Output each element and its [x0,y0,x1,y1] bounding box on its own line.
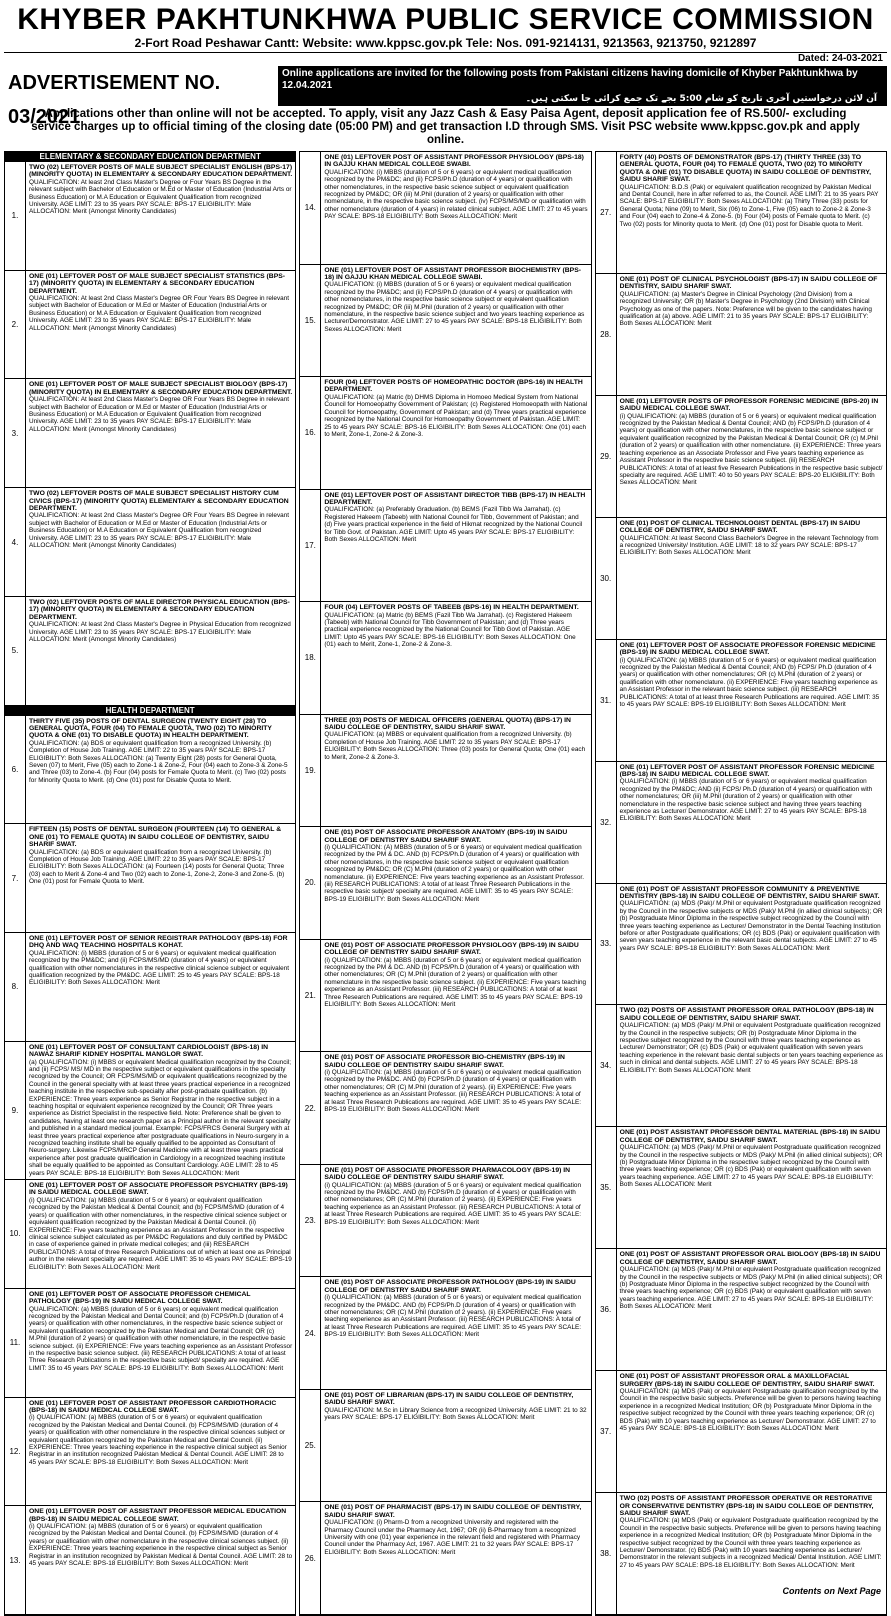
post-number: 4. [5,488,26,596]
post-entry [5,1180,295,1289]
post-details: QUALIFICATION: (i) MBBS (duration of 5 or 6 years) or equivalent medical qualification recognized by the PM&DC; and (ii) FCPS/Ph.D (duration of 4 years) or qualification with other nomenclatures, in the respective basic science subject or equivalent qualification recognized by PM&DC; OR (iii) M.Phil (duration of 2 years) or qualification with other nomenclature, in the respective basic science subject and two years teaching experience as Lecturer/Demonstrator. AGE LIMIT: 27 to 45 years PAY SCALE: BPS-18 ELIGIBILITY: Both Sexes ALLOCATION: Merit [324,281,585,333]
post-number: 30. [596,518,617,639]
advertisement-number: ADVERTISEMENT NO. 03/2021 [8,72,221,128]
post-title: TWO (02) POSTS OF ASSISTANT PROFESSOR ORAL PATHOLOGY (BPS-18) IN SAIDU COLLEGE OF DENTISTRY, SAIDU SHARIF SWAT. [619,1007,874,1022]
post-body [321,265,590,377]
post-title: ONE (01) LEFTOVER POST OF CONSULTANT CARDIOLOGIST (BPS-18) IN NAWAZ SHARIF KIDNEY HOSPITAL MANGLOR SWAT. [29,1043,269,1059]
post-number: 21. [300,940,321,1052]
post-details: QUALIFICATION: B.D.S (Pak) or equivalent qualification recognized by Pakistan Medical and Dental Council, here in after referred to as, the Council. AGE LIMIT: 21 to 35 years PAY SCALE: BPS-17 ELIGIBILITY: Both Sexes ALLOCATION: (a) Thirty Three (33) posts for General Quota; Nine (09) to Merit, Six (06) to Zone-1, Five (05) each to Zone-2 & Zone-3 and Four (04) each to Zone-4 & Zone-5. (b) Four (04) posts of Female quota to Merit. (c) Two (02) posts for Minority quota to Merit. (d) One (01) post for Disable quota to Merit. [619,183,879,228]
post-body [321,827,590,939]
post-body [26,1289,295,1397]
post-number: 8. [5,933,26,1041]
post-body [321,1502,590,1614]
post-number: 14. [300,152,321,264]
department-header: ELEMENTARY & SECONDARY EDUCATION DEPARTMENT [5,152,295,162]
post-entry [596,1371,886,1493]
post-entry [300,1390,590,1503]
post-entry [5,824,295,933]
post-entry [596,152,886,274]
post-entry [300,1052,590,1165]
post-entry [300,602,590,715]
post-details: QUALIFICATION: (a) Preferably Graduation. (b) BEMS (Fazil Tibb Wa Jarrahat). (c) Registered Hakeem (Tabeeb) with National Council for Tibb, Government of Pakistan; and (d) Five years practical experience in the field of Hikmat recognized by the National Council for Tibb Govt. of Pakistan. AGE LIMIT: Upto 45 years PAY SCALE: BPS-17 ELIGIBILITY: Both Sexes ALLOCATION: Merit [324,506,583,544]
post-number: 38. [596,1493,617,1614]
post-entry [300,1165,590,1278]
post-body [321,602,590,714]
post-number: 27. [596,152,617,273]
post-number: 32. [596,762,617,883]
post-body [321,1390,590,1502]
post-number: 19. [300,715,321,827]
post-entry [596,1127,886,1249]
department-header: HEALTH DEPARTMENT [5,706,295,716]
post-body [26,716,295,824]
post-details: QUALIFICATION: (a) MDS (Pak)/ M.Phil or equivalent Postgraduate qualification recognized by the Council in the respective subjects or MDS (Pak)/ M.Phil (in allied clinical subjects); OR (b) Postgraduate Minor Diploma in the respective subject recognized by the Council with three years teaching experience; OR (c) BDS (Pak) or equivalent qualification with seven years teaching experience. AGE LIMIT: 27 to 45 years PAY SCALE: BPS-18 ELIGIBILITY: Both Sexes ALLOCATION: Merit [619,1144,883,1189]
post-title: FORTY (40) POSTS OF DEMONSTRATOR (BPS-17) (THIRTY THREE (33) TO GENERAL QUOTA, FOUR (04) TO FEMALE QUOTA, TWO (02) TO MINORITY QUOTA & ONE (01) TO DISABLE QUOTA) IN SAIDU COLLEGE OF DENTISTRY, SAIDU SHARIF SWAT. [619,154,872,184]
post-title: ONE (01) POST OF ASSISTANT PROFESSOR COMMUNITY & PREVENTIVE DENTISTRY (BPS-18) IN SAIDU COLLEGE OF DENTISTRY, SAIDU SHARIF SWAT. [619,885,880,900]
post-entry [5,933,295,1042]
post-body [26,379,295,487]
post-entry [596,518,886,640]
post-entry [5,379,295,488]
post-title: ONE (01) LEFTOVER POST OF ASSISTANT PROFESSOR CARDIOTHORACIC (BPS-18) IN SAIDU MEDICAL COLLEGE SWAT. [29,1399,277,1414]
post-body [26,271,295,379]
post-title: THREE (03) POSTS OF MEDICAL OFFICERS (GENERAL QUOTA) (BPS-17) IN SAIDU COLLEGE OF DENTISTRY, SAIDU SHARIF SWAT. [324,716,571,732]
post-entry [596,274,886,396]
post-body [321,377,590,489]
post-title: ONE (01) LEFTOVER POST OF ASSISTANT PROFESSOR FORENSIC MEDICINE (BPS-18) IN SAIDU MEDICAL COLLEGE SWAT. [619,763,875,779]
post-entry [300,1502,590,1615]
post-number: 36. [596,1249,617,1370]
post-entry [596,762,886,884]
post-number: 20. [300,827,321,939]
post-number: 11. [5,1289,26,1397]
post-number: 1. [5,162,26,270]
post-body [617,518,886,639]
post-number: 18. [300,602,321,714]
post-number: 2. [5,271,26,379]
post-body [617,274,886,395]
post-entry [300,152,590,265]
post-entry [5,597,295,706]
post-title: ONE (01) POST ASSISTANT PROFESSOR DENTAL MATERIAL (BPS-18) IN SAIDU COLLEGE OF DENTISTRY, SAIDU SHARIF SWAT. [619,1129,881,1144]
post-number: 28. [596,274,617,395]
post-number: 13. [5,1506,26,1614]
post-details: QUALIFICATION: (i) MBBS (duration of 5 or 6 years) or equivalent medical qualification recognized by the PM&DC; AND (ii) FCPS/ Ph.D (duration of 4 years) or qualification with other nomenclatures; OR (iii) M.Phil (duration of 2 years) or qualification with other nomenclature in the respective basic science subject and having three years teaching experience as Lecturer/ Demonstrator. AGE LIMIT: 27 to 45 years PAY SCALE: BPS-18 ELIGIBILITY: Both Sexes ALLOCATION: Merit [619,778,873,823]
post-details: QUALIFICATION: (a) BDS or equivalent qualification from a recognized University. (b) Completion of House Job Training. AGE LIMIT: 22 to 35 years PAY SCALE: BPS-17 ELIGIBILITY: Both Sexes ALLOCATION: (a) Fourteen (14) posts for General Quota; Three (03) each to Merit & Zone-4 and Two (02) each to Zone-1, Zone-2, Zone-3 and Zone-5. (b) One (01) post for Female Quota to Merit. [29,848,285,886]
advertisement-page [4,4,887,1596]
post-number: 37. [596,1371,617,1492]
online-notice-box [278,66,887,106]
post-entry [596,884,886,1006]
post-body [26,1506,295,1614]
post-details: (i) QUALIFICATION: (a) MBBS (duration of 5 or 6 years) or equivalent medical qualification recognized by the PM&DC. AND (b) FCPS/Ph.D (duration of 4 years) or qualification with other nomenclatures; OR (C) M.Phil (duration of 2 years). (ii) EXPERIENCE: Five years teaching experience as an Assistant Professor. (iii) RESEARCH PUBLICATIONS: A total of at least Three Research Publications are required. AGE LIMIT: 35 to 45 years PAY SCALE: BPS-19 ELIGIBILITY: Both Sexes ALLOCATION: Merit [324,1181,582,1226]
post-number: 7. [5,824,26,932]
post-body [26,597,295,705]
post-title: ONE (01) POST OF ASSISTANT PROFESSOR ORAL BIOLOGY (BPS-18) IN SAIDU COLLEGE OF DENTISTRY, SAIDU SHARIF SWAT. [619,1251,881,1266]
post-details: (i) QUALIFICATION: (a) MBBS (duration of 5 or 6 years) or equivalent medical qualification recognized by the PM & DC. AND (b) FCPS/Ph.D (duration of 4 years) or qualification with other nomenclatures; OR (C) M.Phil (duration of 2 years) or qualification with other nomenclature in the respective basic science subject. (ii) EXPERIENCE: Five years teaching experience as an Assistant Professor. (iii) RESEARCH PUBLICATIONS: A total of at least Three Research Publications are required. AGE LIMIT: 35 to 45 years PAY SCALE: BPS-19 ELIGIBILITY: Both Sexes ALLOCATION: Merit [324,956,587,1008]
post-entry [300,827,590,940]
post-title: ONE (01) LEFTOVER POST OF MALE SUBJECT SPECIALIST BIOLOGY (BPS-17) (MINORITY QUOTA) IN ELEMENTARY & SECONDARY EDUCATION DEPARTMENT. [29,381,293,396]
urdu-notice: آن لائن درخواستیں آخری تاریخ کو شام 5:00 بجے تک جمع کرائی جا سکتی ہیں۔ [525,94,877,104]
posts-columns [4,151,887,1616]
post-details: QUALIFICATION: At least 2nd Class Master's Degree or Four Years BS Degree in the relevant subject with Bachelor of Education or M.Ed or Master of Education (Industrial Arts or Business Education) or M.A Education or Equivalent Qualification from recognized University. AGE LIMIT: 23 to 35 years PAY SCALE: BPS-17 ELIGIBILITY: Male ALLOCATION: Merit (Amongst Minority Candidates) [29,178,292,216]
post-entry [5,1289,295,1398]
post-title: TWO (02) POSTS OF ASSISTANT PROFESSOR OPERATIVE OR RESTORATIVE OR CONSERVATIVE DENTISTRY (BPS-18) IN SAIDU COLLEGE OF DENTISTRY, SAIDU SHARIF SWAT. [619,1495,874,1517]
post-details: QUALIFICATION: At least 2nd Class Master's Degree OR Four Years BS Degree in relevant subject with Bachelor of Education or M.Ed or Master of Education (Industrial Arts or Business Education) or M.A Education or Equivalent Qualification from recognized University. AGE LIMIT: 23 to 35 years PAY SCALE: BPS-17 ELIGIBILITY: Male ALLOCATION: Merit (Amongst Minority Candidates) [29,294,290,332]
post-number: 26. [300,1502,321,1614]
post-details: QUALIFICATION: At least 2nd Class Master's Degree in Physical Education from recognized University. AGE LIMIT: 23 to 35 years PAY SCALE: BPS-17 ELIGIBILITY: Male ALLOCATION: Merit (Amongst Minority Candidates) [29,621,291,643]
post-title: ONE (01) POST OF CLINICAL PSYCHOLOGIST (BPS-17) IN SAIDU COLLEGE OF DENTISTRY, SAIDU SHARIF SWAT. [619,275,878,291]
apply-instructions: Applications other than online will not be accepted. To apply, visit any Jazz Cash & Easy Paisa Agent, deposit application fee of RS.500/- excluding service charges up to official timing of the closing date (05:00 PM) and get transaction I.D through SMS. Visit PSC website www.kppsc.gov.pk and apply online. [31,108,860,146]
post-details: QUALIFICATION: (a) Master's Degree in Clinical Psychology (2nd Division) from a recognized University; OR (b) Master's Degree in Psychology (2nd Division) with Clinical Psychology as one of the papers. Note: Preference will be given to the candidates having qualification at (a) above. AGE LIMIT: 21 to 35 years PAY SCALE: BPS-17 ELIGIBILITY: Both Sexes ALLOCATION: Merit [619,290,872,328]
post-entry [596,1249,886,1371]
posts-column [299,151,591,1616]
post-details: QUALIFICATION: M.Sc in Library Science from a recognized University. AGE LIMIT: 21 to 32 years PAY SCALE: BPS-17 ELIGIBILITY: Both Sexes ALLOCATION: Merit [324,1406,587,1422]
post-details: QUALIFICATION: (a) BDS or equivalent qualification from a recognized University. (b) Completion of House Job Training. AGE LIMIT: 22 to 35 years PAY SCALE: BPS-17 ELIGIBILITY: Both Sexes ALLOCATION: (a) Twenty Eight (28) posts for General Quota, Seven (07) to Merit, Five (05) each to Zone-1 & Zone-2, Four (04) each to Zone-3 & Zone-5 and Three (03) to Zone-4. (b) Four (04) posts for Female Quota to Merit. (c) Two (02) posts for Minority Quota to Merit. (d) One (01) post for Disable Quota to Merit. [29,739,288,784]
post-entry [5,716,295,825]
post-details: (i) QUALIFICATION: (a) MBBS (duration of 5 or 6 years) or equivalent medical qualification recognized by the PM&DC. AND (b) FCPS/Ph.D (duration of 4 years) or qualification with other nomenclatures; OR (C) M.Phil (duration of 2 years). (ii) EXPERIENCE: Five years teaching experience as an Assistant Professor. (iii) RESEARCH PUBLICATIONS: A total of at least Three Research Publications are required. AGE LIMIT: 35 to 45 years PAY SCALE: BPS-19 ELIGIBILITY: Both Sexes ALLOCATION: Merit [324,1294,582,1339]
post-details: QUALIFICATION: (i) Pharm-D from a recognized University and registered with the Pharmacy Council under the Pharmacy Act, 1967; OR (ii) B-Pharmacy from a recognized University with one (01) year experience in the relevant field and registered with Pharmacy Council under the Pharmacy Act, 1967. AGE LIMIT: 21 to 32 years PAY SCALE: BPS-17 ELIGIBILITY: Both Sexes ALLOCATION: Merit [324,1519,581,1556]
post-entry [300,940,590,1053]
post-details: QUALIFICATION: (a) Matric (b) DHMS Diploma in Homoeo Medical System from National Council for Homoeopathy Government of Pakistan; (c) Registered Homoeopath with National Council for Homoeopathy, Government of Pakistan; and (d) Three years practical experience recognized by the National Council for Homoeopathy Government of Pakistan. AGE LIMIT: 25 to 45 years PAY SCALE: BPS-16 ELIGIBILITY: Both Sexes ALLOCATION: One (01) each to Merit, Zone-1, Zone-2 & Zone-3. [324,393,588,438]
posts-column [4,151,296,1616]
post-number: 15. [300,265,321,377]
post-body [617,152,886,273]
post-title: ONE (01) POST OF ASSOCIATE PROFESSOR PHARMACOLOGY (BPS-19) IN SAIDU COLLEGE OF DENTISTRY SAIDU SHARIF SWAT. [324,1166,571,1182]
post-entry [300,715,590,828]
post-title: TWO (02) LEFTOVER POSTS OF MALE SUBJECT SPECIALIST ENGLISH (BPS-17) (MINORITY QUOTA) IN ELEMENTARY & SECONDARY EDUCATION DEPARTMENT. [29,164,293,179]
post-number: 29. [596,396,617,517]
post-entry [596,1005,886,1127]
post-details: QUALIFICATION: (a) MDS (Pak) or equivalent Postgraduate qualification recognized by the Council in the respective basic subjects. Preference will be given to persons having teaching experience in a recognized Medical Institution; OR (b) Postgraduate Minor Diploma in the respective subject recognized by the Council with three years teaching experience as Lecturer/ Demonstrator. (c) BDS (Pak) with 10 years teaching experience as Lecturer/ Demonstrator in the relevant subjects in a recognized Medical/ Dental Institution. AGE LIMIT: 27 to 45 years PAY SCALE: BPS-18 ELIGIBILITY: Both Sexes ALLOCATION: Merit [619,1517,882,1569]
post-title: ONE (01) POST OF CLINICAL TECHNOLOGIST DENTAL (BPS-17) IN SAIDU COLLEGE OF DENTISTRY, SAIDU SHARIF SWAT. [619,519,861,535]
post-details: (a) QUALIFICATION: (i) MBBS or equivalent Medical qualification recognized by the Council; and (ii) FCPS/ MS/ MD in the respective subject or equivalent qualifications in the specialty recognized by the Council; OR FCPS/MS/MD or equivalent qualifications recognized by the Council in the general specialty with at least three years practical experience in a recognized teaching institute in the respective sub-specialty after post-graduate qualification. (b) EXPERIENCE: Three years experience as Senior Registrar in the respective subject in a teaching hospital or equivalent experience recognized by the Council; OR Three years experience as District Specialist in the respective field. Note: Preference shall be given to candidates, having at least one research paper as a Principal author in the relevant specialty and published in a standard medical journal. Example: FCPS/FRCS General Surgery with at least three years practical experience after postgraduate qualifications in Neuro-surgery in a recognized teaching institute shall be equally qualified to be appointed as Consultant of Neuro-surgery. Likewise FCPS/MRCP General Medicine with at least three years practical experience after post graduate qualification in Cardiology in a recognized teaching institute shall be equally qualified to be appointed as Consultant Cardiology. AGE LIMIT: 28 to 45 years PAY SCALE: BPS-18 ELIGIBILITY: Both Sexes ALLOCATION: Merit [29,1058,292,1177]
post-body [26,1180,295,1288]
post-number: 5. [5,597,26,705]
post-entry [596,396,886,518]
post-body [617,1127,886,1248]
post-details: QUALIFICATION: (i) MBBS (duration of 5 or 6 years) or equivalent medical qualification recognized by the PM&DC; and (ii) FCPS/MS/MD (duration of 4 years) or equivalent qualification with other nomenclatures in the respective clinical science subject or equivalent qualification recognized by the PM&DC. AGE LIMIT: 25 to 45 years PAY SCALE: BPS-18 ELIGIBILITY: Both Sexes ALLOCATION: Merit [29,949,290,987]
date-row [4,52,887,66]
post-entry [5,1042,295,1180]
post-body [617,640,886,761]
post-entry [5,162,295,271]
post-details: QUALIFICATION: (i) MBBS (duration of 5 or 6 years) or equivalent medical qualification recognized by the PM&DC; and (ii) FCPS/Ph.D (duration of 4 years) or qualification with other nomenclatures, in the respective basic science subject or equivalent qualification recognized by PM&DC; OR (iii) M.Phil (duration of 2 years) or qualification with other nomenclature, in the respective basic science subject. (iv) FCPS/MS/MD or qualification with other nomenclature (duration of 4 years) in related clinical subject. AGE LIMIT: 27 to 45 years PAY SCALE: BPS-18 ELIGIBILITY: Both Sexes ALLOCATION: Merit [324,168,588,221]
post-body [26,162,295,270]
post-details: (i) QUALIFICATION: (a) MBBS (duration of 5 or 6 years) or equivalent medical qualification recognized by the Pakistan Medical & Dental Council; AND (b) FCPS/Ph.D (duration of 4 years) or qualification with other nomenclatures, in the respective basic science subject or equivalent qualification recognized by the Pakistan Medical & Dental Council; OR (c) M.Phil (duration of 2 years) or qualification with other nomenclature. (ii) EXPERIENCE: Three years teaching experience as an Associate Professor and Five years teaching experience as Assistant Professor in the respective basic science subject. (iii) RESEARCH PUBLICATIONS: A total of at least five Research Publications in the respective basic subject/ specialty are required. AGE LIMIT: 40 to 50 years PAY SCALE: BPS-20 ELIGIBILITY: Both Sexes ALLOCATION: Merit [619,412,883,487]
post-body [26,824,295,932]
post-body [26,488,295,596]
post-details: (i) QUALIFICATION: (a) MBBS (duration of 5 or 6 years) or equivalent qualification recognized by the Pakistan Medical and Dental Council. (b) FCPS/MS/MD (duration of 4 years) or qualification with other nomenclature in the respective clinical sciences subject or equivalent qualification recognized by the Pakistan Medical and Dental Council. (ii) EXPERIENCE: Three years teaching experience in the respective clinical subject as Senior Registrar in an institution recognized Pakistan Medical & Dental Council. AGE LIMIT: 28 to 45 years PAY SCALE: BPS-18 ELIGIBILITY: Both Sexes ALLOCATION: Merit [29,1414,287,1466]
post-details: QUALIFICATION: At least 2nd Class Master's Degree OR Four Years BS Degree in relevant subject with Bachelor of Education or M.Ed or Master of Education (Industrial Arts or Business Education) or M.A Education or Equivalent Qualification from recognized University. AGE LIMIT: 23 to 35 years PAY SCALE: BPS-17 ELIGIBILITY: Male ALLOCATION: Merit (Amongst Minority Candidates) [29,396,290,433]
post-body [26,1398,295,1506]
post-body [321,1052,590,1164]
post-number: 23. [300,1165,321,1277]
post-title: ONE (01) LEFTOVER POST OF ASSOCIATE PROFESSOR FORENSIC MEDICINE (BPS-19) IN SAIDU MEDICAL COLLEGE SWAT. [619,641,876,657]
post-body [617,1005,886,1126]
dated-text: Dated: 24-03-2021 [797,53,883,64]
post-body [26,1042,295,1179]
post-details: QUALIFICATION: At least Second Class Bachelor's Degree in the relevant Technology from a recognized University/ Institution. AGE LIMIT: 18 to 32 years PAY SCALE: BPS-17 ELIGIBILITY: Both Sexes ALLOCATION: Merit [619,534,879,557]
post-entry [596,1493,886,1615]
post-body [321,1165,590,1277]
post-entry [300,377,590,490]
post-body [617,1371,886,1492]
post-number: 22. [300,1052,321,1164]
post-details: QUALIFICATION: At least 2nd Class Master's Degree OR Four Years BS Degree in relevant subject with Bachelor of Education or M.Ed or Master of Education (Industrial Arts or Business Education) or M.A Education or Equivalent Qualification from recognized University. AGE LIMIT: 23 to 35 years PAY SCALE: BPS-17 ELIGIBILITY: Male ALLOCATION: Merit (Amongst Minority Candidates) [29,512,290,549]
post-title: ONE (01) LEFTOVER POST OF MALE SUBJECT SPECIALIST STATISTICS (BPS-17) (MINORITY QUOTA) IN ELEMENTARY & SECONDARY EDUCATION DEPARTMENT. [29,272,286,295]
post-title: ONE (01) POST OF ASSOCIATE PROFESSOR PHYSIOLOGY (BPS-19) IN SAIDU COLLEGE OF DENTISTRY SAIDU SHARIF SWAT. [324,941,579,957]
post-entry [5,488,295,597]
post-details: QUALIFICATION: (a) MBBS or equivalent qualification from a recognized University. (b) Completion of House Job Training. AGE LIMIT: 22 to 35 years PAY SCALE: BPS-17 ELIGIBILITY: Both Sexes ALLOCATION: Three (03) posts for General Quota; One (01) each to Merit, Zone-2 & Zone-3. [324,731,586,761]
post-entry [596,640,886,762]
post-title: ONE (01) LEFTOVER POSTS OF PROFESSOR FORENSIC MEDICINE (BPS-20) IN SAIDU MEDICAL COLLEGE SWAT. [619,397,879,413]
post-title: ONE (01) POST OF ASSOCIATE PROFESSOR PATHOLOGY (BPS-19) IN SAIDU COLLEGE OF DENTISTRY SAIDU SHARIF SWAT. [324,1279,576,1294]
post-title: FIFTEEN (15) POSTS OF DENTAL SURGEON (FOURTEEN (14) TO GENERAL & ONE (01) TO FEMALE QUOTA) IN SAIDU COLLEGE OF DENTISTRY, SAIDU SHARIF SWAT. [29,826,282,849]
post-number: 9. [5,1042,26,1179]
post-details: QUALIFICATION: (a) MDS (Pak)/ M.Phil or equivalent Postgraduate qualification recognized by the Council in the respective subjects or MDS (Pak)/ M.Phil (in allied clinical subjects); OR (b) Postgraduate Minor Diploma in the respective subject recognized by the Council with three years teaching experience; OR (c) BDS (Pak) or equivalent qualification with seven years teaching experience. AGE LIMIT: 27 to 45 years PAY SCALE: BPS-18 ELIGIBILITY: Both Sexes ALLOCATION: Merit [619,1266,883,1311]
post-details: QUALIFICATION: (a) MDS (Pak)/ M.Phil or equivalent Postgraduate qualification recognized by the Council in the respective subjects; OR (b) Postgraduate Minor Diploma in the respective subject recognized by the Council with three years teaching experience as Lecturer/ Demonstrator; OR (c) BDS (Pak) or equivalent qualification with seven years teaching experience in the relevant basic dental subjects or ten years teaching experience as such in clinical and dental subjects. AGE LIMIT: 27 to 45 years PAY SCALE: BPS-18 ELIGIBILITY: Both Sexes ALLOCATION: Merit [619,1022,883,1074]
post-number: 31. [596,640,617,761]
post-entry [300,1277,590,1390]
post-number: 6. [5,716,26,824]
post-body [617,1249,886,1370]
post-entry [300,265,590,378]
post-title: ONE (01) POST OF PHARMACIST (BPS-17) IN SAIDU COLLEGE OF DENTISTRY, SAIDU SHARIF SWAT. [324,1504,582,1519]
post-title: ONE (01) POST OF ASSOCIATE PROFESSOR BIO-CHEMISTRY (BPS-19) IN SAIDU COLLEGE OF DENTISTRY SAIDU SHARIF SWAT. [324,1054,565,1069]
post-title: FOUR (04) LEFTOVER POSTS OF TABEEB (BPS-16) IN HEALTH DEPARTMENT. [324,604,579,612]
post-entry [5,1398,295,1507]
post-body [321,152,590,264]
post-number: 16. [300,377,321,489]
posts-column [595,151,887,1616]
post-title: THIRTY FIVE (35) POSTS OF DENTAL SURGEON (TWENTY EIGHT (28) TO GENERAL QUOTA, FOUR (04) TO FEMALE QUOTA, TWO (02) TO MINORITY QUOTA & ONE (01) TO DISABLE QUOTA) IN HEALTH DEPARTMENT. [29,717,272,740]
address-line: 2-Fort Road Peshawar Cantt: Website: www.kppsc.gov.pk Tele: Nos. 091-9214131, 9213563, 9213750, 9212897 [134,36,757,50]
post-details: QUALIFICATION: (a) MDS (Pak)/ M.Phil or equivalent Postgraduate qualification recognized by the Council in the respective subjects or MDS (Pak)/ M.Phil (in allied clinical subjects); OR (b) Postgraduate Minor Diploma in the respective subject recognized by the Council with three years teaching experience as Lecturer/ Demonstrator in the Dental Teaching Institution before or after Postgraduate qualifications; OR (c) BDS (Pak) or equivalent qualification with seven years teaching experience in the relevant basic dental subjects. AGE LIMIT: 27 to 45 years PAY SCALE: BPS-18 ELIGIBILITY: Both Sexes ALLOCATION: Merit [619,900,883,952]
post-number: 25. [300,1390,321,1502]
post-title: ONE (01) LEFTOVER POST OF SENIOR REGISTRAR PATHOLOGY (BPS-18) FOR DHQ AND WAQ TEACHING HOSPITALS KOHAT. [29,935,288,950]
post-title: ONE (01) LEFTOVER POST OF ASSISTANT DIRECTOR TIBB (BPS-17) IN HEALTH DEPARTMENT. [324,491,586,506]
post-title: ONE (01) POST OF ASSISTANT PROFESSOR ORAL & MAXILLOFACIAL SURGERY (BPS-18) IN SAIDU COLLEGE OF DENTISTRY, SAIDU SHARIF SWAT. [619,1373,875,1388]
post-title: TWO (02) LEFTOVER POSTS OF MALE SUBJECT SPECIALIST HISTORY CUM CIVICS (BPS-17) (MINORITY QUOTA) ELEMENTARY & SECONDARY EDUCATION DEPARTMENT. [29,490,289,512]
post-title: ONE (01) LEFTOVER POST OF ASSISTANT PROFESSOR PHYSIOLOGY (BPS-18) IN GAJJU KHAN MEDICAL COLLEGE SWABI. [324,154,584,169]
post-title: ONE (01) LEFTOVER POST OF ASSISTANT PROFESSOR MEDICAL EDUCATION (BPS-18) IN SAIDU MEDICAL COLLEGE SWAT. [29,1508,287,1523]
post-body [321,940,590,1052]
post-body [321,490,590,602]
post-body [321,715,590,827]
footer-note: Contents on Next Page [782,1586,881,1596]
post-number: 24. [300,1277,321,1389]
online-notice: Online applications are invited for the following posts from Pakistani citizens having domicile of Khyber Pakhtunkhwa by 12.04.2021 [282,68,858,91]
commission-title: KHYBER PAKHTUNKHWA PUBLIC SERVICE COMMISSION [17,3,874,36]
post-number: 35. [596,1127,617,1248]
post-details: (i) QUALIFICATION: (A) MBBS (duration of 5 or 6 years) or equivalent medical qualification recognized by the PM & DC. AND (b) FCPS/Ph.D (duration of 4 years) or qualification with other nomenclatures, in the respective basic science subject or equivalent qualification recognized by PM&DC; OR (C) M.Phil (duration of 2 years) or qualification with other nomenclature. (ii) EXPERIENCE: Five years teaching experience as an Assistant Professor. (iii) RESEARCH PUBLICATIONS: A total of at least Three Research Publications in the respective basic subject/ specialty are required. AGE LIMIT: 35 to 45 years PAY SCALE: BPS-19 ELIGIBILITY: Both Sexes ALLOCATION: Merit [324,844,584,903]
post-title: ONE (01) LEFTOVER POST OF ASSISTANT PROFESSOR BIOCHEMISTRY (BPS-18) IN GAJJU KHAN MEDICAL COLLEGE SWABI. [324,266,581,281]
post-entry [5,1506,295,1615]
post-title: FOUR (04) LEFTOVER POSTS OF HOMEOPATHIC DOCTOR (BPS-16) IN HEALTH DEPARTMENT. [324,379,583,394]
post-number: 34. [596,1005,617,1126]
post-details: QUALIFICATION: (a) Matric (b) BEMS (Fazil Tibb Wa Jarrahat). (c) Registered Hakeem (Tabeeb) with National Council for Tibb Government of Pakistan; and (d) Three years practical experience recognized by the National Council for Tibb Govt of Pakistan. AGE LIMIT: Upto 45 years PAY SCALE: BPS-16 ELIGIBILITY: Both Sexes ALLOCATION: One (01) each to Merit, Zone-1, Zone-2 & Zone-3. [324,611,576,649]
post-number: 33. [596,884,617,1005]
post-number: 3. [5,379,26,487]
post-details: (i) QUALIFICATION: (a) MBBS (duration of 5 or 6 years) or equivalent qualification recognized by the Pakistan Medical and Dental Council. (b) FCPS/MS/MD (duration of 4 years) or qualification with other nomenclature in the respective clinical sciences subject. (ii) EXPERIENCE: Three years teaching experience in the respective clinical subject as Senior Registrar in an institution recognized by Pakistan Medical & Dental Council. AGE LIMIT: 28 to 45 years PAY SCALE: BPS-18 ELIGIBILITY: Both Sexes ALLOCATION: Merit [29,1523,293,1568]
post-details: QUALIFICATION: (a) MBBS (duration of 5 or 6 years) or equivalent medical qualification recognized by the Pakistan Medical and Dental Council; and (b) FCPS/Ph.D (duration of 4 years) or qualification with other nomenclatures, in the respective basic science subject or equivalent qualification recognized by the Pakistan Medical and Dental Council; OR (c) M.Phil (duration of 2 years) or qualification with other nomenclature, in the respective basic science subject. (ii) EXPERIENCE: Five years teaching experience as an Assistant Professor in the respective basic science subject. (iii) RESEARCH PUBLICATIONS: A total of at least Three Research Publications in the respective basic subject/ specialty are required. AGE LIMIT: 35 to 45 years PAY SCALE: BPS-19 ELIGIBILITY: Both Sexes ALLOCATION: Merit [29,1305,293,1372]
post-body [617,884,886,1005]
post-body [617,762,886,883]
post-title: ONE (01) LEFTOVER POST OF ASSOCIATE PROFESSOR PSYCHIATRY (BPS-19) IN SAIDU MEDICAL COLLEGE SWAT. [29,1182,288,1197]
post-title: ONE (01) POST OF ASSOCIATE PROFESSOR ANATOMY (BPS-19) IN SAIDU COLLEGE OF DENTISTRY SAIDU SHARIF SWAT. [324,829,568,844]
post-title: ONE (01) POST OF LIBRARIAN (BPS-17) IN SAIDU COLLEGE OF DENTISTRY, SAIDU SHARIF SWAT. [324,1391,574,1407]
post-number: 12. [5,1398,26,1506]
post-details: QUALIFICATION: (a) MDS (Pak) or equivalent Postgraduate qualification recognized by the Council in the respective basic subjects. Preference will be given to persons having teaching experience in a recognized Medical Institution; OR (b) Postgraduate Minor Diploma in the respective subject recognized by the Council with three years teaching experience; OR (c) BDS (Pak) with 10 years teaching experience as Lecturer/ Demonstrator. AGE LIMIT: 27 to 45 years PAY SCALE: BPS-18 ELIGIBILITY: Both Sexes ALLOCATION: Merit [619,1388,881,1433]
post-number: 10. [5,1180,26,1288]
post-details: (i) QUALIFICATION: (a) MBBS (duration of 5 or 6 years) or equivalent medical qualification recognized by the PM&DC. AND (b) FCPS/Ph.D (duration of 4 years) or qualification with other nomenclatures; OR (C) M.Phil (duration of 2 years). (ii) EXPERIENCE: Five years teaching experience as an Assistant Professor. (iii) RESEARCH PUBLICATIONS: A total of at least Three Research Publications are required. AGE LIMIT: 35 to 45 years PAY SCALE: BPS-19 ELIGIBILITY: Both Sexes ALLOCATION: Merit [324,1069,582,1114]
post-entry [5,271,295,380]
post-entry [300,490,590,603]
post-body [26,933,295,1041]
post-title: TWO (02) LEFTOVER POSTS OF MALE DIRECTOR PHYSICAL EDUCATION (BPS-17) (MINORITY QUOTA) IN ELEMENTARY & SECONDARY EDUCATION DEPARTMENT. [29,598,290,621]
post-body [617,396,886,517]
post-title: ONE (01) LEFTOVER POST OF ASSOCIATE PROFESSOR CHEMICAL PATHOLOGY (BPS-19) IN SAIDU MEDICAL COLLEGE SWAT. [29,1290,251,1306]
post-body [321,1277,590,1389]
post-details: (i) QUALIFICATION: (a) MBBS (duration of 5 or 6 years) or equivalent medical qualification recognized by the Pakistan Medical & Dental Council; AND (b) FCPS/ Ph.D (duration of 4 years) or qualification with other nomenclatures; OR (c) M.Phil (duration of 2 years) or qualification with other nomenclature. (ii) EXPERIENCE: Five years teaching experience as an Assistant Professor in the relevant basic science subject. (iii) RESEARCH PUBLICATIONS: A total of at least three Research Publications are required. AGE LIMIT: 35 to 45 years PAY SCALE: BPS-19 ELIGIBILITY: Both Sexes ALLOCATION: Merit [619,656,880,708]
post-number: 17. [300,490,321,602]
post-details: (i) QUALIFICATION: (a) MBBS (duration of 5 or 6 years) or equivalent qualification recognized by the Pakistan Medical & Dental Council; and (b) FCPS/MS/MD (duration of 4 years) or qualification with other nomenclatures, in the respective clinical science subject or equivalent qualification recognized by the Pakistan Medical & Dental Council. (ii) EXPERIENCE: Five years teaching experience as an Assistant Professor in the respective clinical science subject calculated as per PM&DC Regulations and duly certified by PM&DC in case of experience gained in private medical colleges; and (iii) RESEARCH PUBLICATIONS: A total of three Research Publications out of which at least one as Principal author in the relevant specialty are required. AGE LIMIT: 35 to 45 years PAY SCALE: BPS-19 ELIGIBILITY: Both Sexes ALLOCATION: Merit [29,1196,292,1271]
